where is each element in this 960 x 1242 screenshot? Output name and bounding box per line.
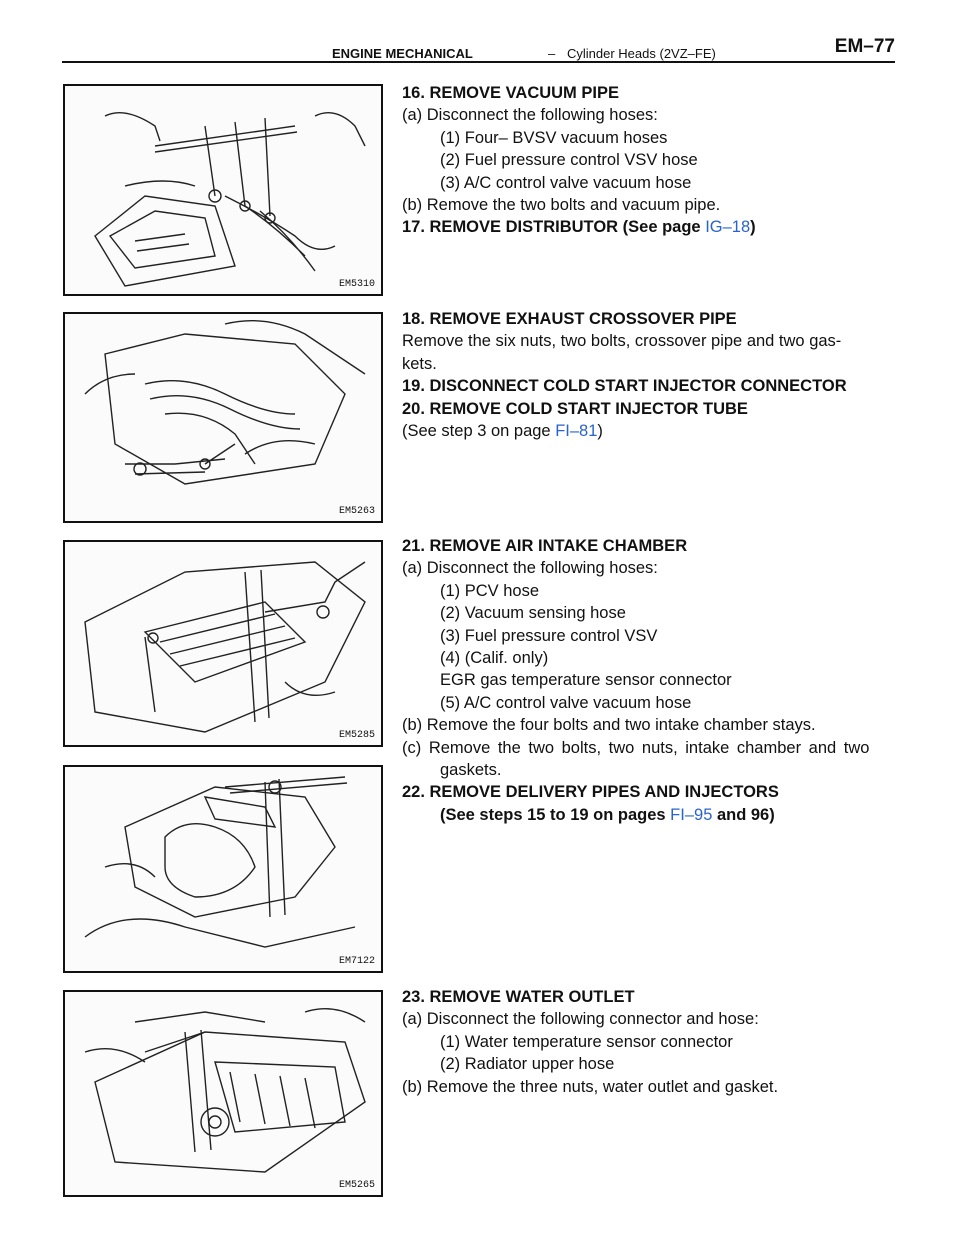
header-rule: [62, 61, 895, 63]
step-23-a1: (1) Water temperature sensor connector: [440, 1032, 733, 1051]
step-20-ref-prefix: (See step 3 on page: [402, 422, 556, 441]
step-19-title: 19. DISCONNECT COLD START INJECTOR CONNECTOR: [402, 377, 847, 396]
step-21-a5: (5) A/C control valve vacuum hose: [440, 693, 692, 712]
step-17-title-prefix: 17. REMOVE DISTRIBUTOR (See page: [402, 218, 706, 237]
step-23-a2: (2) Radiator upper hose: [440, 1055, 615, 1074]
header-dash: –: [548, 46, 556, 61]
section-title: ENGINE MECHANICAL: [332, 46, 473, 61]
step-21-a2: (2) Vacuum sensing hose: [440, 604, 626, 623]
step-21-c1: (c) Remove the two bolts, two nuts, intake chamber and two: [402, 738, 870, 757]
figure-water-outlet: [63, 990, 383, 1197]
step-23-text: [402, 986, 882, 1098]
step-16-a: (a) Disconnect the following hoses:: [402, 106, 658, 125]
step-22-ref-prefix: (See steps 15 to 19 on pages: [440, 805, 671, 824]
step-17-title: [402, 216, 882, 238]
figure-exhaust-crossover: [63, 312, 383, 523]
figure-code: EM7122: [338, 956, 375, 967]
step-21-a4b: EGR gas temperature sensor connector: [440, 671, 732, 690]
step-20-ref-suffix: ): [597, 422, 603, 441]
link-fi-95[interactable]: FI–95: [670, 805, 713, 824]
step-21-a: (a) Disconnect the following hoses:: [402, 559, 658, 578]
page-header: [62, 18, 895, 62]
link-ig-18[interactable]: IG–18: [705, 218, 751, 237]
figure-air-intake-chamber: [63, 540, 383, 747]
step-21-c2: gaskets.: [440, 761, 502, 780]
step-18-line1: Remove the six nuts, two bolts, crossover pipe and two gas-: [402, 332, 842, 351]
step-22-ref: [402, 804, 882, 826]
engine-illustration-4: [65, 767, 381, 971]
engine-illustration-1: [65, 86, 381, 294]
step-16-title: 16. REMOVE VACUUM PIPE: [402, 84, 619, 102]
step-23-b: (b) Remove the three nuts, water outlet and gasket.: [402, 1077, 779, 1096]
step-21-a4: (4) (Calif. only): [440, 649, 549, 668]
figure-code: EM5263: [338, 506, 375, 517]
engine-illustration-3: [65, 542, 381, 745]
step-21-a3: (3) Fuel pressure control VSV: [440, 626, 658, 645]
figure-code: EM5265: [338, 1180, 375, 1191]
step-23-title: 23. REMOVE WATER OUTLET: [402, 988, 635, 1006]
step-16-a1: (1) Four– BVSV vacuum hoses: [440, 128, 668, 147]
section-subtitle: Cylinder Heads (2VZ–FE): [567, 46, 716, 61]
step-18-title: 18. REMOVE EXHAUST CROSSOVER PIPE: [402, 310, 737, 328]
step-21-22-text: [402, 535, 882, 826]
figure-delivery-pipes: [63, 765, 383, 973]
figure-vacuum-pipe: [63, 84, 383, 296]
engine-illustration-5: [65, 992, 381, 1195]
step-18-line2: kets.: [402, 354, 437, 373]
step-16-a2: (2) Fuel pressure control VSV hose: [440, 151, 698, 170]
step-21-b: (b) Remove the four bolts and two intake chamber stays.: [402, 716, 816, 735]
step-20-title: 20. REMOVE COLD START INJECTOR TUBE: [402, 399, 748, 418]
figure-code: EM5310: [338, 279, 375, 290]
engine-illustration-2: [65, 314, 381, 521]
link-fi-81[interactable]: FI–81: [555, 422, 598, 441]
step-16-a3: (3) A/C control valve vacuum hose: [440, 173, 692, 192]
step-21-a1: (1) PCV hose: [440, 581, 540, 600]
step-22-title: 22. REMOVE DELIVERY PIPES AND INJECTORS: [402, 783, 779, 802]
step-22-ref-suffix: and 96): [712, 805, 775, 824]
step-21-title: 21. REMOVE AIR INTAKE CHAMBER: [402, 537, 688, 555]
step-20-ref: [402, 420, 882, 442]
step-16-17-text: [402, 82, 882, 239]
step-17-title-suffix: ): [750, 218, 756, 237]
step-23-a: (a) Disconnect the following connector and hose:: [402, 1010, 759, 1029]
step-18-20-text: [402, 308, 882, 442]
page-number: EM–77: [834, 36, 895, 57]
figure-code: EM5285: [338, 730, 375, 741]
step-16-b: (b) Remove the two bolts and vacuum pipe.: [402, 196, 721, 215]
